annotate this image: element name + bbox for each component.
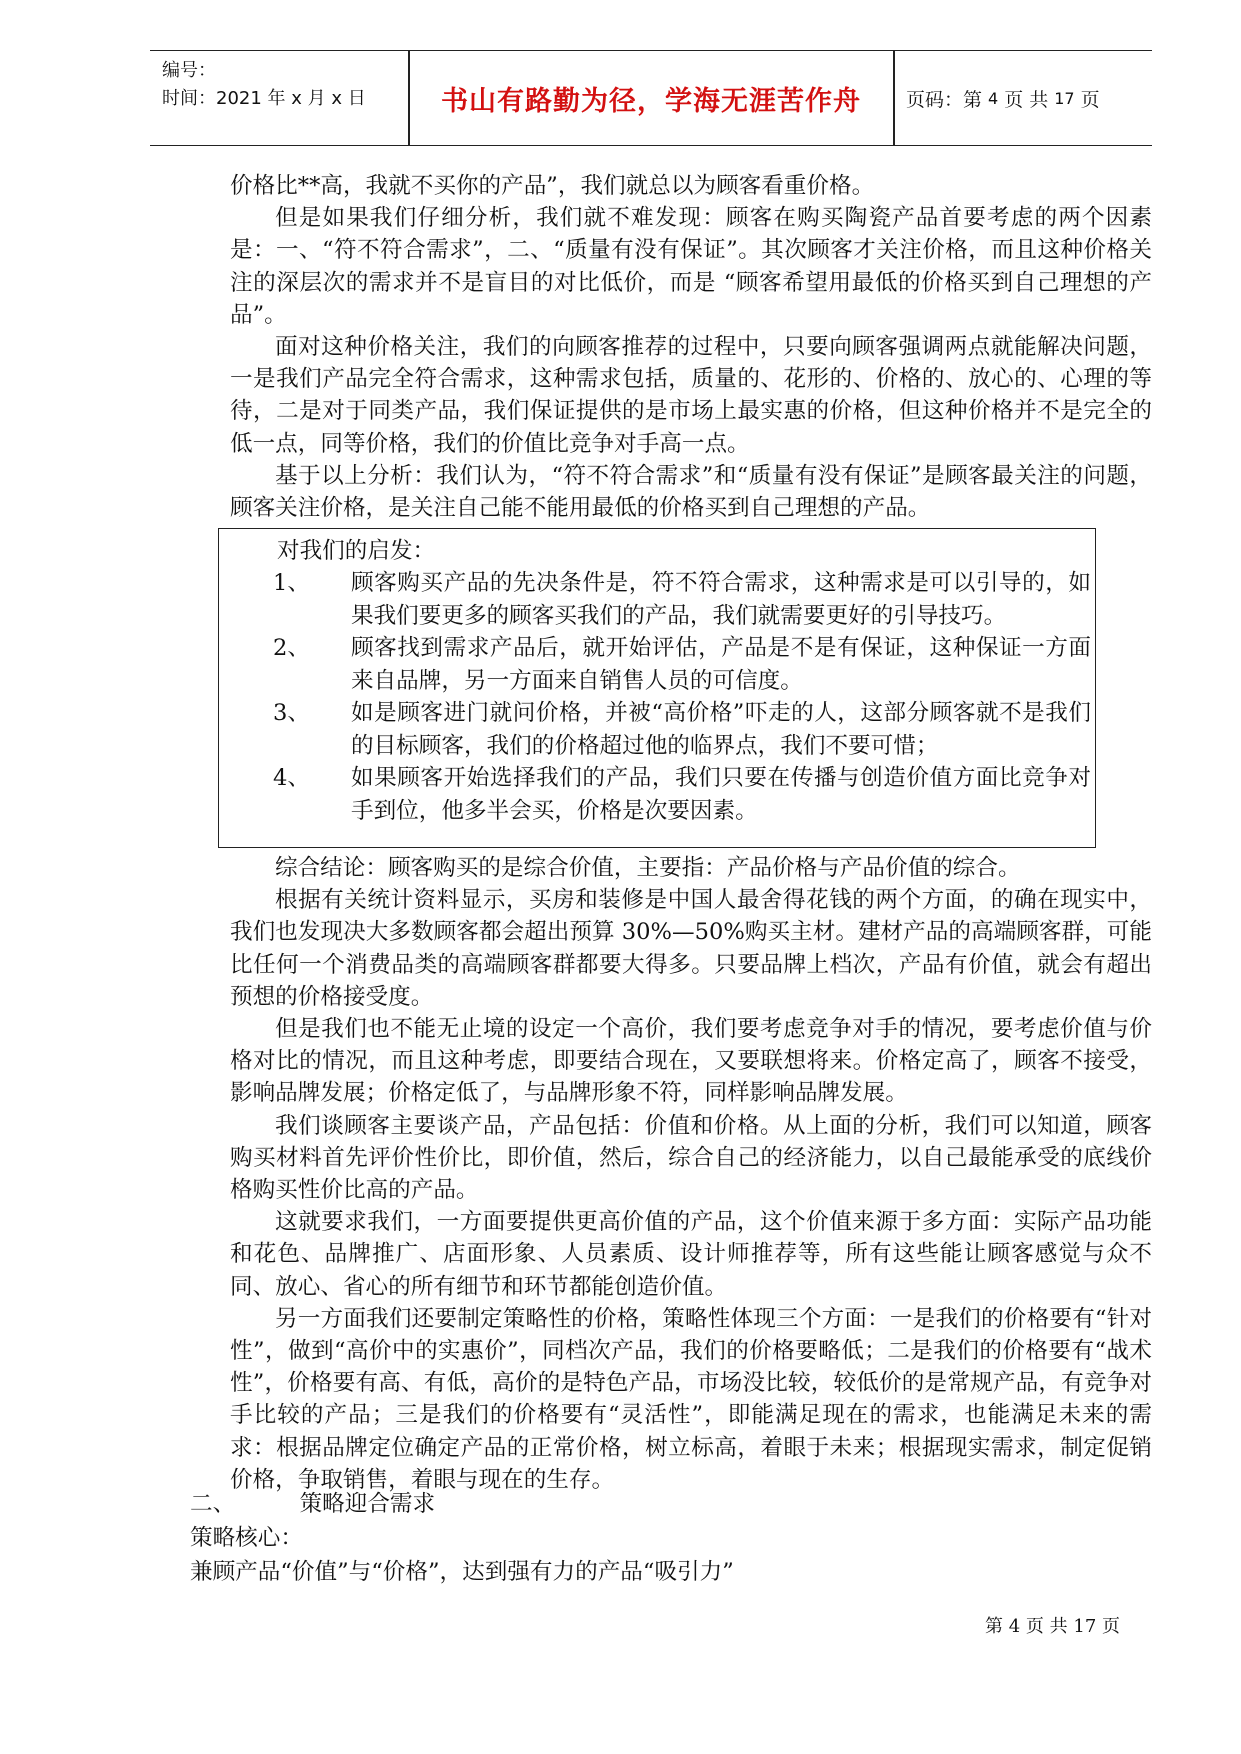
page-current: 4 [988, 88, 999, 108]
insight-box [218, 528, 1096, 848]
insight-box-title: 对我们的启发： [277, 538, 436, 564]
page-header [150, 50, 1152, 146]
page-total: 17 [1054, 88, 1075, 108]
paragraph: 另一方面我们还要制定策略性的价格，策略性体现三个方面：一是我们的价格要有“针对性”，做到“高价中的实惠价”，同档次产品，我们的价格要略低；二是我们的价格要有“战术性”，价格要有高、有低，高价的是特色产品，市场没比较，较低价的是常规产品，有竞争对手比较的产品；三是我们的价格要有“灵活性”，即能满足现在的需求，也能满足未来的需求：根据品牌定位确定产品的正常价格，树立标高，着眼于未来；根据现实需求，制定促销价格，争取销售，着眼与现在的生存。 [230, 1305, 1152, 1493]
footer-current: 4 [1008, 1616, 1021, 1637]
header-meta [162, 57, 366, 113]
insight-item-number: 2、 [273, 635, 310, 661]
body-text [230, 170, 1152, 524]
page-suffix: 页 [1080, 88, 1100, 111]
header-divider [893, 51, 895, 145]
page-prefix: 页码：第 [906, 88, 983, 111]
footer-mid: 页 共 [1025, 1616, 1068, 1637]
document-time: 时间：2021 年 x 月 x 日 [162, 88, 366, 109]
footer-suffix: 页 [1102, 1616, 1121, 1637]
paragraph: 综合结论：顾客购买的是综合价值，主要指：产品价格与产品价值的综合。 [275, 855, 1021, 881]
strategy-core-label: 策略核心： [190, 1525, 303, 1551]
section-heading [190, 1488, 435, 1520]
footer-total: 17 [1073, 1616, 1097, 1637]
page-footer [985, 1612, 1120, 1638]
paragraph: 我们谈顾客主要谈产品，产品包括：价值和价格。从上面的分析，我们可以知道，顾客购买材料首先评价性价比，即价值，然后，综合自己的经济能力，以自己最能承受的底线价格购买性价比高的产品。 [230, 1112, 1152, 1204]
insight-item-text: 如是顾客进门就问价格，并被“高价格”吓走的人，这部分顾客就不是我们的目标顾客，我们的价格超过他的临界点，我们不要可惜； [351, 700, 1091, 759]
paragraph: 但是我们也不能无止境的设定一个高价，我们要考虑竞争对手的情况，要考虑价值与价格对比的情况，而且这种考虑，即要结合现在，又要联想将来。价格定高了，顾客不接受，影响品牌发展；价格定低了，与品牌形象不符，同样影响品牌发展。 [230, 1016, 1152, 1107]
body-text-continued [230, 852, 1152, 1496]
paragraph: 基于以上分析：我们认为，“符不符合需求”和“质量有没有保证”是顾客最关注的问题，顾客关注价格，是关注自己能不能用最低的价格买到自己理想的产品。 [230, 462, 1152, 522]
header-page-indicator [906, 51, 1100, 145]
strategy-core-text: 兼顾产品“价值”与“价格”，达到强有力的产品“吸引力” [190, 1559, 734, 1585]
insight-item-number: 4、 [273, 765, 310, 791]
insight-item-number: 3、 [273, 700, 310, 726]
paragraph: 面对这种价格关注，我们的向顾客推荐的过程中，只要向顾客强调两点就能解决问题，一是我们产品完全符合需求，这种需求包括，质量的、花形的、价格的、放心的、心理的等待，二是对于同类产品，我们保证提供的是市场上最实惠的价格，但这种价格并不是完全的低一点，同等价格，我们的价值比竞争对手高一点。 [230, 334, 1152, 457]
paragraph: 根据有关统计资料显示，买房和装修是中国人最舍得花钱的两个方面，的确在现实中，我们也发现决大多数顾客都会超出预算 30%—50%购买主材。建材产品的高端顾客群，可能比任何一个消费品类的高端顾客群都要大得多。只要品牌上档次，产品有价值，就会有超出预想的价格接受度。 [230, 887, 1152, 1010]
footer-prefix: 第 [985, 1616, 1003, 1637]
page-mid: 页 共 [1004, 88, 1049, 111]
insight-item-number: 1、 [273, 570, 310, 596]
insight-item-text: 顾客购买产品的先决条件是，符不符合需求，这种需求是可以引导的，如果我们要更多的顾客买我们的产品，我们就需要更好的引导技巧。 [351, 570, 1091, 629]
insight-item-text: 顾客找到需求产品后，就开始评估，产品是不是有保证，这种保证一方面来自品牌，另一方面来自销售人员的可信度。 [351, 635, 1091, 694]
insight-item-text: 如果顾客开始选择我们的产品，我们只要在传播与创造价值方面比竞争对手到位，他多半会买，价格是次要因素。 [351, 765, 1091, 824]
section-number: 二、 [190, 1491, 236, 1517]
paragraph: 这就要求我们，一方面要提供更高价值的产品，这个价值来源于多方面：实际产品功能和花色、品牌推广、店面形象、人员素质、设计师推荐等，所有这些能让顾客感觉与众不同、放心、省心的所有细节和环节都能创造价值。 [230, 1209, 1152, 1300]
document-number-label: 编号： [162, 60, 216, 81]
section-title: 策略迎合需求 [299, 1491, 436, 1517]
paragraph: 但是如果我们仔细分析，我们就不难发现：顾客在购买陶瓷产品首要考虑的两个因素是：一、“符不符合需求”，二、“质量有没有保证”。其次顾客才关注价格，而且这种价格关注的深层次的需求并不是盲目的对比低价，而是 “顾客希望用最低的价格买到自己理想的产品”。 [230, 205, 1152, 328]
paragraph: 价格比**高，我就不买你的产品”，我们就总以为顾客看重价格。 [230, 173, 875, 199]
header-motto: 书山有路勤为径，学海无涯苦作舟 [441, 85, 861, 117]
